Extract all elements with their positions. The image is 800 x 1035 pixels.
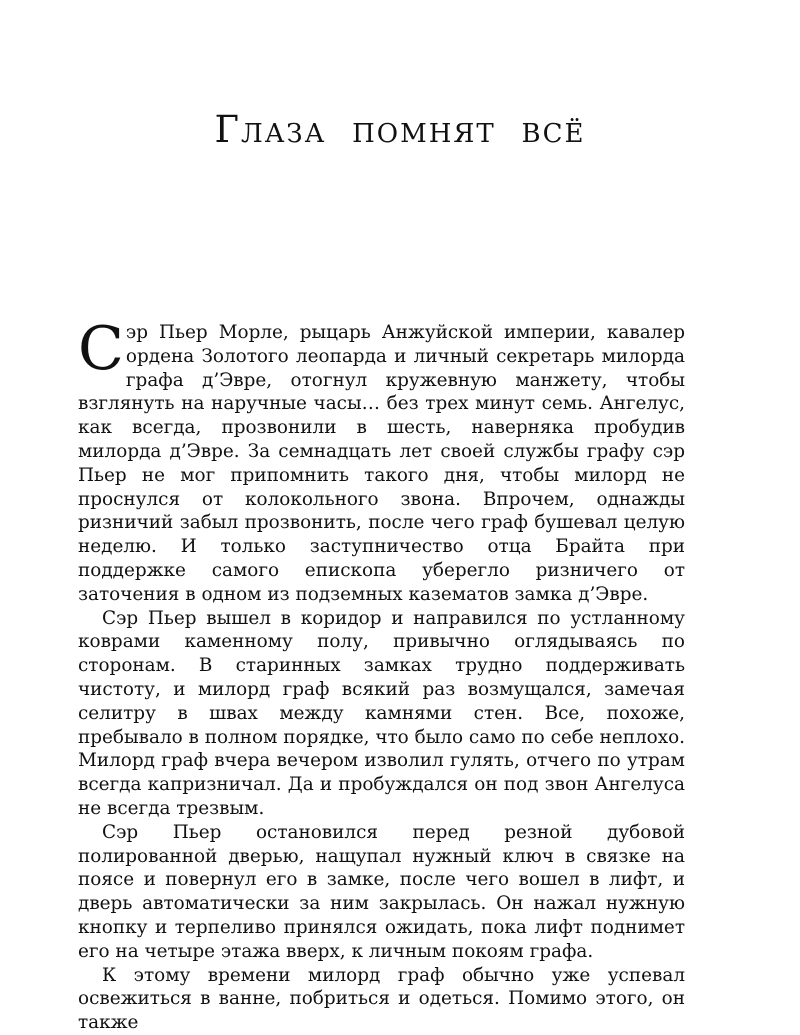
paragraph-1-text: эр Пьер Морле, рыцарь Анжуйской империи, кавалер ордена Золотого леопарда и личный секретарь милорда графа д’Эвре, отогнул кружевную манжету, чтобы взглянуть на наручные часы… без трех минут семь. Ангелус, как всегда, прозвонили в шесть, наверняка пробудив милорда д’Эвре. За семнадцать лет своей службы графу сэр Пьер не мог припомнить такого дня, чтобы милорд не проснулся от колокольного звона. Впрочем, однажды ризничий забыл прозвонить, после чего граф бушевал целую неделю. И только заступничество отца Брайта при поддержке самого епископа уберегло ризничего от заточения в одном из подземных казематов замка д’Эвре. bbox=[78, 322, 685, 605]
paragraph-4: К этому времени милорд граф обычно уже успевал освежиться в ванне, побриться и одеться. Помимо этого, он также bbox=[78, 964, 685, 1034]
paragraph-3: Сэр Пьер остановился перед резной дубовой полированной дверью, нащупал нужный ключ в связке на поясе и повернул его в замке, после чего вошел в лифт, и дверь автоматически за ним закрылась. Он нажал нужную кнопку и терпеливо принялся ожидать, пока лифт поднимет его на четыре этажа вверх, к личным покоям графа. bbox=[78, 821, 685, 962]
chapter-body bbox=[78, 314, 685, 1035]
drop-cap: С bbox=[78, 314, 124, 384]
paragraph-1 bbox=[78, 314, 685, 607]
chapter-title: Глаза помнят всё bbox=[214, 108, 586, 151]
paragraph-2: Сэр Пьер вышел в коридор и направился по устланному коврами каменному полу, привычно оглядываясь по сторонам. В старинных замках трудно поддерживать чистоту, и милорд граф всякий раз возмущался, замечая селитру в швах между камнями стен. Все, похоже, пребывало в полном порядке, что было само по себе неплохо. Милорд граф вчера вечером изволил гулять, отчего по утрам всегда капризничал. Да и пробуждался он под звон Ангелуса не всегда трезвым. bbox=[78, 607, 685, 819]
